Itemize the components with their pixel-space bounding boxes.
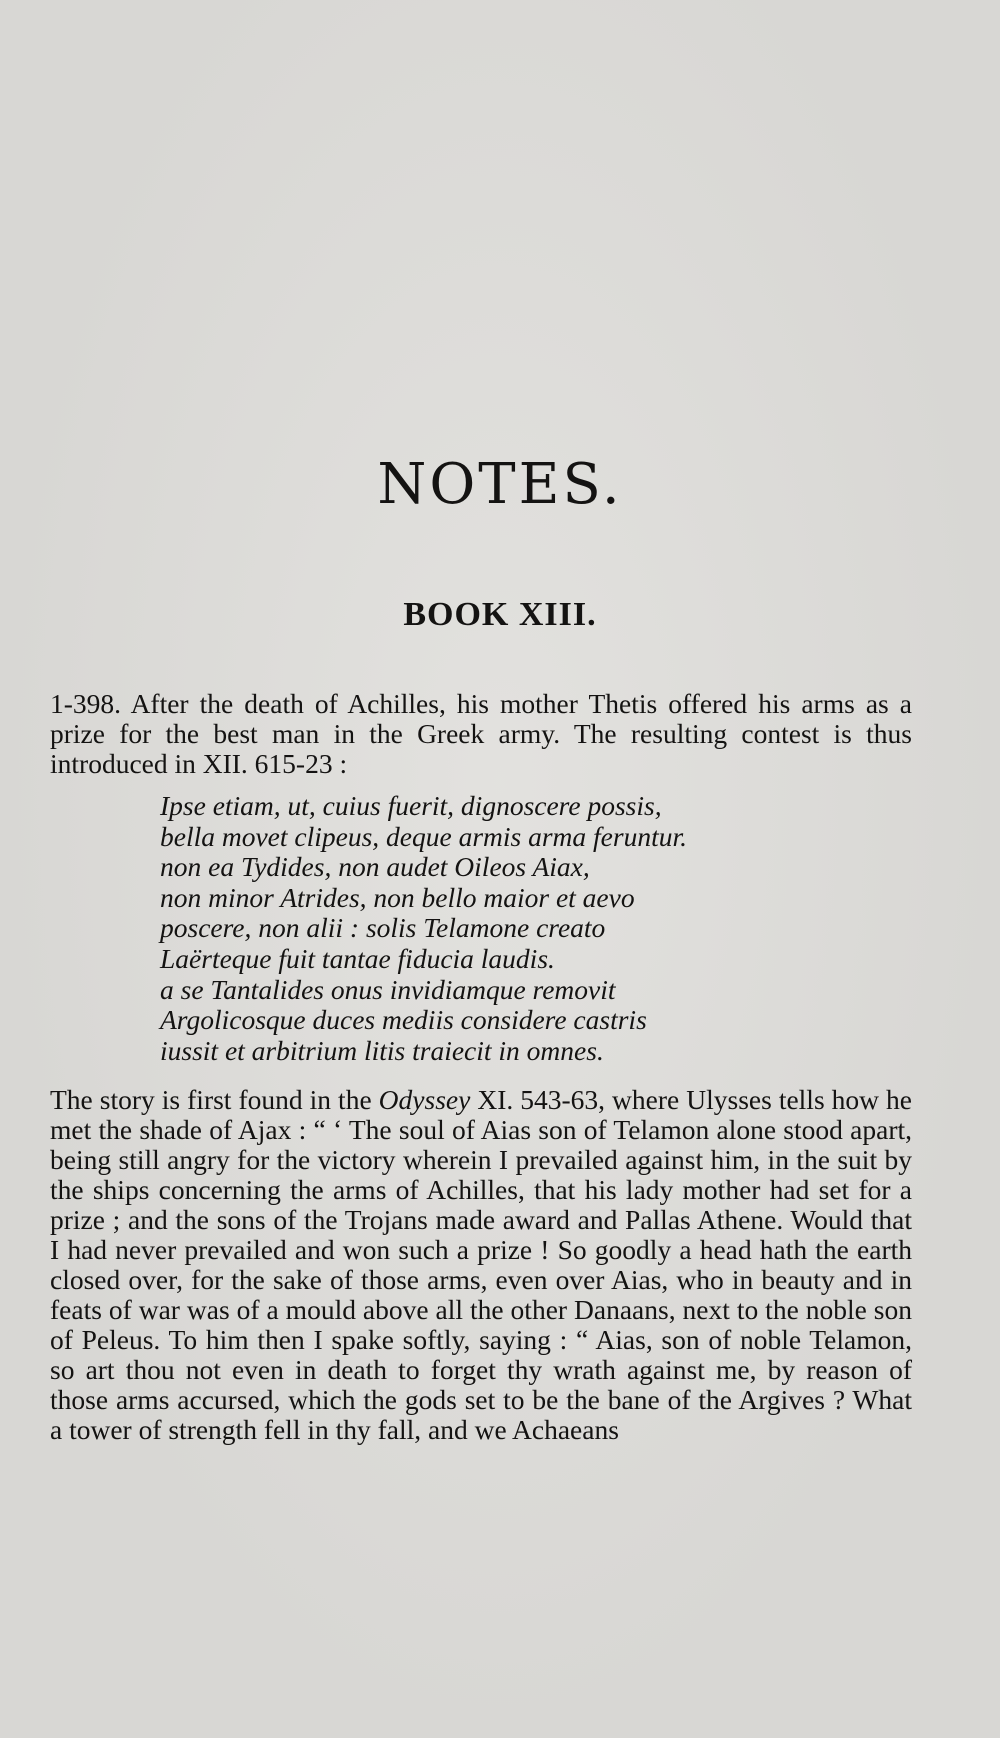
quote-line: a se Tantalides onus invidiamque removit	[160, 973, 616, 1005]
story-paragraph	[50, 1085, 912, 1445]
book-heading: BOOK XIII.	[403, 596, 597, 633]
quote-line: iussit et arbitrium litis traiecit in omnes.	[160, 1034, 604, 1066]
quote-line: non minor Atrides, non bello maior et aevo	[160, 881, 635, 913]
work-title: Odyssey	[378, 1084, 471, 1115]
quote-line: bella movet clipeus, deque armis arma feruntur.	[160, 820, 688, 852]
quote-line: Ipse etiam, ut, cuius fuerit, dignoscere possis,	[160, 790, 662, 821]
page-title: NOTES.	[377, 452, 623, 517]
latin-quotation	[160, 791, 920, 1066]
quote-line: Laërteque fuit tantae fiducia laudis.	[160, 942, 555, 974]
quote-line: poscere, non alii : solis Telamone creato	[160, 912, 606, 944]
story-text-rest: XI. 543-63, where Ulysses tells how he met the shade of Ajax : “ ‘ The soul of Aias son of Telamon alone stood apart, being still angry for the victory wherein I prevailed against him, in the suit by the ships concerning the arms of Achilles, that his lady mother had set for a prize ; and the sons of the Trojans made award and Pallas Athene. Would that I had never prevailed and won such a prize ! So goodly a head hath the earth closed over, for the sake of those arms, even over Aias, who in beauty and in feats of war was of a mould above all the other Danaans, next to the noble son of Peleus. To him then I spake softly, saying : “ Aias, son of noble Telamon, so art thou not even in death to forget thy wrath against me, by reason of those arms accursed, which the gods set to be the bane of the Argives ? What a tower of strength fell in thy fall, and we Achaeans	[50, 1084, 912, 1445]
intro-paragraph: 1-398. After the death of Achilles, his mother Thetis offered his arms as a prize for the best man in the Greek army. The resulting contest is thus introduced in XII. 615-23 :	[50, 688, 912, 779]
quote-line: Argolicosque duces mediis considere castris	[160, 1004, 647, 1036]
story-text-start: The story is first found in the	[50, 1084, 379, 1115]
quote-line: non ea Tydides, non audet Oileos Aiax,	[160, 851, 590, 883]
show-through-text	[40, 90, 920, 154]
